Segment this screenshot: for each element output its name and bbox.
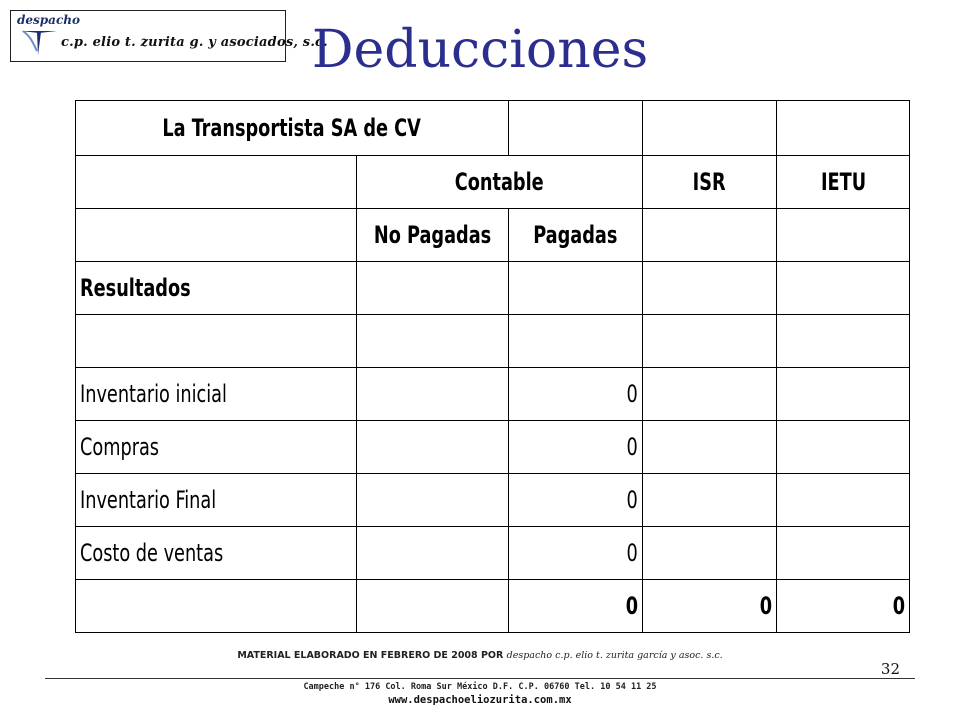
footer-website: www.despachoeliozurita.com.mx	[388, 694, 572, 706]
table-cell	[643, 101, 777, 156]
row-label: Costo de ventas	[80, 539, 224, 567]
row-value: 0	[626, 539, 639, 567]
row-value: 0	[626, 486, 639, 514]
table-cell	[76, 209, 357, 262]
footer-note	[0, 650, 960, 661]
row-label: Inventario inicial	[80, 380, 227, 408]
row-value: 0	[626, 380, 639, 408]
table-cell	[357, 421, 509, 474]
table-cell	[509, 315, 643, 368]
table-cell	[357, 474, 509, 527]
section-label: Resultados	[80, 274, 191, 302]
row-label-cell	[76, 368, 357, 421]
table-cell	[76, 156, 357, 209]
header-ietu: IETU	[820, 168, 866, 196]
company-name-cell	[76, 101, 509, 156]
table-cell	[643, 368, 777, 421]
row-value-cell	[509, 368, 643, 421]
table-cell	[643, 209, 777, 262]
table-cell	[777, 368, 910, 421]
sub-pagadas: Pagadas	[533, 221, 618, 249]
table-row	[76, 474, 910, 527]
sub-no-pagadas-cell	[357, 209, 509, 262]
total-isr: 0	[759, 592, 773, 620]
logo-firm-name: c.p. elio t. zurita g. y asociados, s.c.	[61, 35, 328, 50]
row-label: Compras	[80, 433, 160, 461]
row-label: Inventario Final	[80, 486, 217, 514]
table-cell	[357, 527, 509, 580]
row-label-cell	[76, 421, 357, 474]
sub-pagadas-cell	[509, 209, 643, 262]
table-cell	[777, 262, 910, 315]
page-number: 32	[880, 660, 900, 678]
row-label-cell	[76, 474, 357, 527]
table-row-totals	[76, 580, 910, 633]
table-cell	[643, 421, 777, 474]
table-cell	[357, 262, 509, 315]
header-isr: ISR	[693, 168, 727, 196]
footer-signature: despacho c.p. elio t. zurita garcía y asoc. s.c.	[506, 650, 723, 661]
section-label-cell	[76, 262, 357, 315]
table-cell	[643, 527, 777, 580]
header-ietu-cell	[777, 156, 910, 209]
footer-note-text: MATERIAL ELABORADO EN FEBRERO DE 2008 POR	[237, 650, 504, 661]
company-name: La Transportista SA de CV	[162, 114, 422, 142]
table-cell	[357, 368, 509, 421]
table-cell	[777, 101, 910, 156]
footer-address: Campeche n° 176 Col. Roma Sur México D.F. C.P. 06760 Tel. 10 54 11 25	[303, 682, 657, 692]
table-cell	[777, 527, 910, 580]
table-row	[76, 421, 910, 474]
table-cell	[357, 580, 509, 633]
total-pagadas: 0	[625, 592, 639, 620]
logo-wordmark: despacho	[17, 13, 80, 27]
table-cell	[777, 421, 910, 474]
total-isr-cell	[643, 580, 777, 633]
table-row	[76, 368, 910, 421]
table-cell	[777, 209, 910, 262]
table-cell	[777, 474, 910, 527]
total-ietu-cell	[777, 580, 910, 633]
header-contable-cell	[357, 156, 643, 209]
row-value: 0	[626, 433, 639, 461]
header-isr-cell	[643, 156, 777, 209]
table-row-subheader	[76, 209, 910, 262]
table-row-company	[76, 101, 910, 156]
total-ietu: 0	[892, 592, 906, 620]
sub-no-pagadas: No Pagadas	[373, 221, 492, 249]
total-pagadas-cell	[509, 580, 643, 633]
table-cell	[643, 315, 777, 368]
row-value-cell	[509, 527, 643, 580]
table-cell	[76, 580, 357, 633]
table-cell	[76, 315, 357, 368]
row-value-cell	[509, 474, 643, 527]
table-cell	[777, 315, 910, 368]
row-value-cell	[509, 421, 643, 474]
row-label-cell	[76, 527, 357, 580]
table-cell	[643, 474, 777, 527]
table-cell	[643, 262, 777, 315]
page-title: Deducciones	[311, 20, 649, 80]
deductions-table	[75, 100, 910, 633]
header-contable: Contable	[455, 168, 544, 196]
table-row-header	[76, 156, 910, 209]
table-cell	[509, 101, 643, 156]
table-cell	[357, 315, 509, 368]
table-row-section	[76, 262, 910, 315]
table-row	[76, 527, 910, 580]
table-cell	[509, 262, 643, 315]
table-row-empty	[76, 315, 910, 368]
footer-divider	[45, 678, 915, 679]
